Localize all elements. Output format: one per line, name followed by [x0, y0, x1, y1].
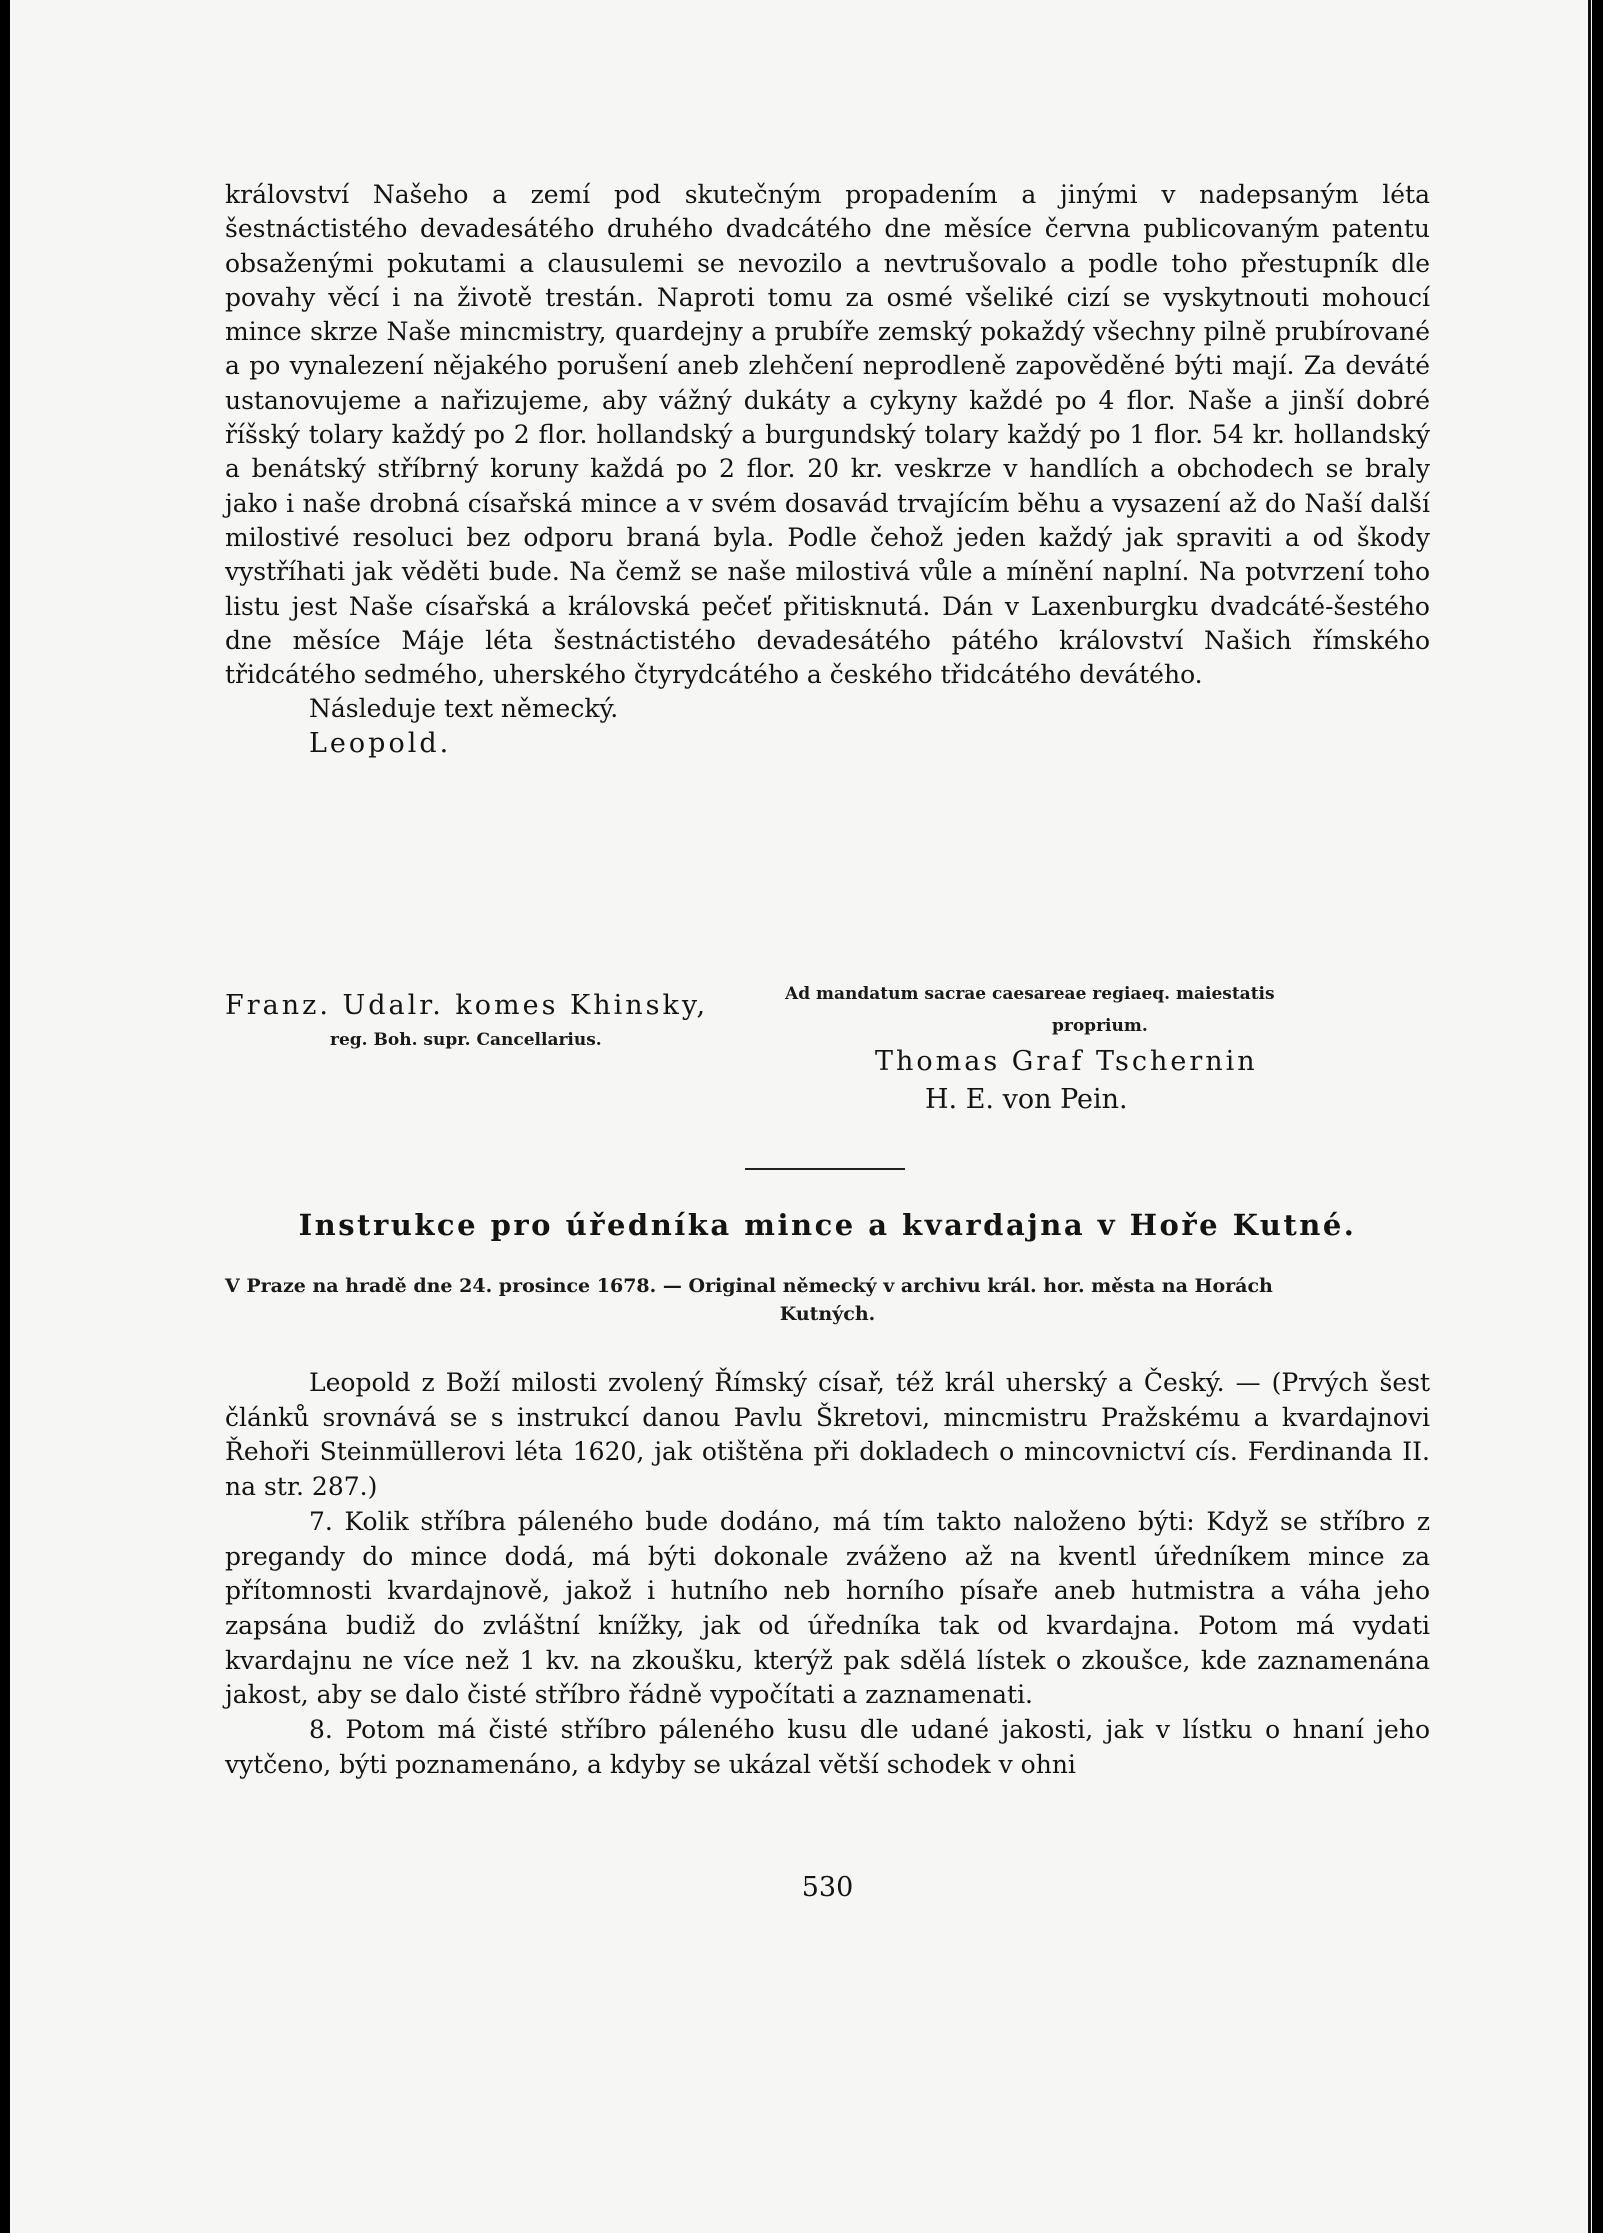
- signer-pein: H. E. von Pein.: [925, 1084, 1128, 1115]
- section-subtitle: [225, 1272, 1430, 1328]
- body-paragraph: Leopold z Boží milosti zvolený Římský císař, též král uherský a Český. — (Prvých šest článků srovnává se s instrukcí danou Pavlu Škretovi, mincmistru Pražskému a kvardajnovi Řehoři Steinmüllerovi léta 1620, jak otištěna při dokladech o mincovnictví cís. Ferdinanda II. na str. 287.): [225, 1368, 1430, 1502]
- page-fold: [1588, 0, 1591, 2233]
- page-number: 530: [801, 1872, 854, 1903]
- decree-text: království Našeho a zemí pod skutečným propadením a jinými v nadepsaným léta šestnáctistého devadesátého druhého dvadcátého dne měsíce června publicovaným patentu obsaženými pokutami a clausulemi se nevozilo a nevtrušovalo a podle toho přestupník dle povahy věcí i na životě trestán. Naproti tomu za osmé všeliké cizí se vyskytnouti mohoucí mince skrze Naše mincmistry, quardejny a prubíře zemský pokaždý všechny pilně prubírované a po vynalezení nějakého porušení aneb zlehčení neprodleně zapověděné býti mají. Za deváté ustanovujeme a nařizujeme, aby vážný dukáty a cykyny každé po 4 flor. Naše a jinší dobré říšský tolary každý po 2 flor. hollandský a burgundský tolary každý po 1 flor. 54 kr. hollandský a benátský stříbrný koruny každá po 2 flor. 20 kr. veskrze v handlích a obchodech se braly jako i naše drobná císařská mince a v svém dosavád trvajícím běhu a vysazení až do Naší další milostivé resoluci bez odporu braná byla. Podle čehož jeden každý jak spraviti a od škody vystříhati jak věděti bude. Na čemž se naše milostivá vůle a mínění naplní. Na potvrzení toho listu jest Naše císařská a královská pečeť přitisknutá. Dán v Laxenburgku dvadcáté-šestého dne měsíce Máje léta šestnáctistého devadesátého pátého království Našich římského třidcátého sedmého, uherského čtyrydcátého a českého třidcátého devátého.: [225, 180, 1430, 690]
- signer-khinsky: Franz. Udalr. komes Khinsky,: [225, 990, 709, 1021]
- mandate-line-2: proprium.: [1052, 1016, 1148, 1036]
- body-paragraph: 7. Kolik stříbra páleného bude dodáno, má tím takto naloženo býti: Když se stříbro z pregandy do mince dodá, má býti dokonale zváženo až na kventl úředníkem mince za přítomnosti kvardajnově, jakož i hutního neb horního písaře aneb hutmistra a váha jeho zapsána budiž do zvláštní knížky, jak od úředníka tak od kvardajna. Potom má vydati kvardajnu ne více než 1 kv. na zkoušku, kterýž pak sdělá lístek o zkoušce, kde zaznamenána jakost, aby se dalo čisté stříbro řádně vypočítati a zaznamenati.: [225, 1506, 1430, 1710]
- section-divider: [745, 1168, 905, 1170]
- signer-leopold: Leopold.: [309, 727, 452, 759]
- instruction-body: [225, 1366, 1430, 1782]
- section-subtitle-line-1: V Praze na hradě dne 24. prosince 1678. — Original německý v archivu král. hor. města na Horách: [225, 1275, 1273, 1297]
- following-text-note: Následuje text německý.: [309, 694, 619, 724]
- signer-khinsky-title: reg. Boh. supr. Cancellarius.: [330, 1030, 602, 1050]
- section-title: Instrukce pro úředníka mince a kvardajna v Hoře Kutné.: [298, 1208, 1357, 1242]
- body-paragraph: 8. Potom má čisté stříbro páleného kusu dle udané jakosti, jak v lístku o hnaní jeho vytčeno, býti poznamenáno, a kdyby se ukázal větší schodek v ohni: [225, 1715, 1430, 1779]
- mandate-line-1: Ad mandatum sacrae caesareae regiaeq. maiestatis: [785, 984, 1275, 1004]
- signer-tschernin: Thomas Graf Tschernin: [875, 1046, 1258, 1077]
- decree-paragraph: [225, 178, 1430, 761]
- section-subtitle-line-2: Kutných.: [779, 1303, 876, 1325]
